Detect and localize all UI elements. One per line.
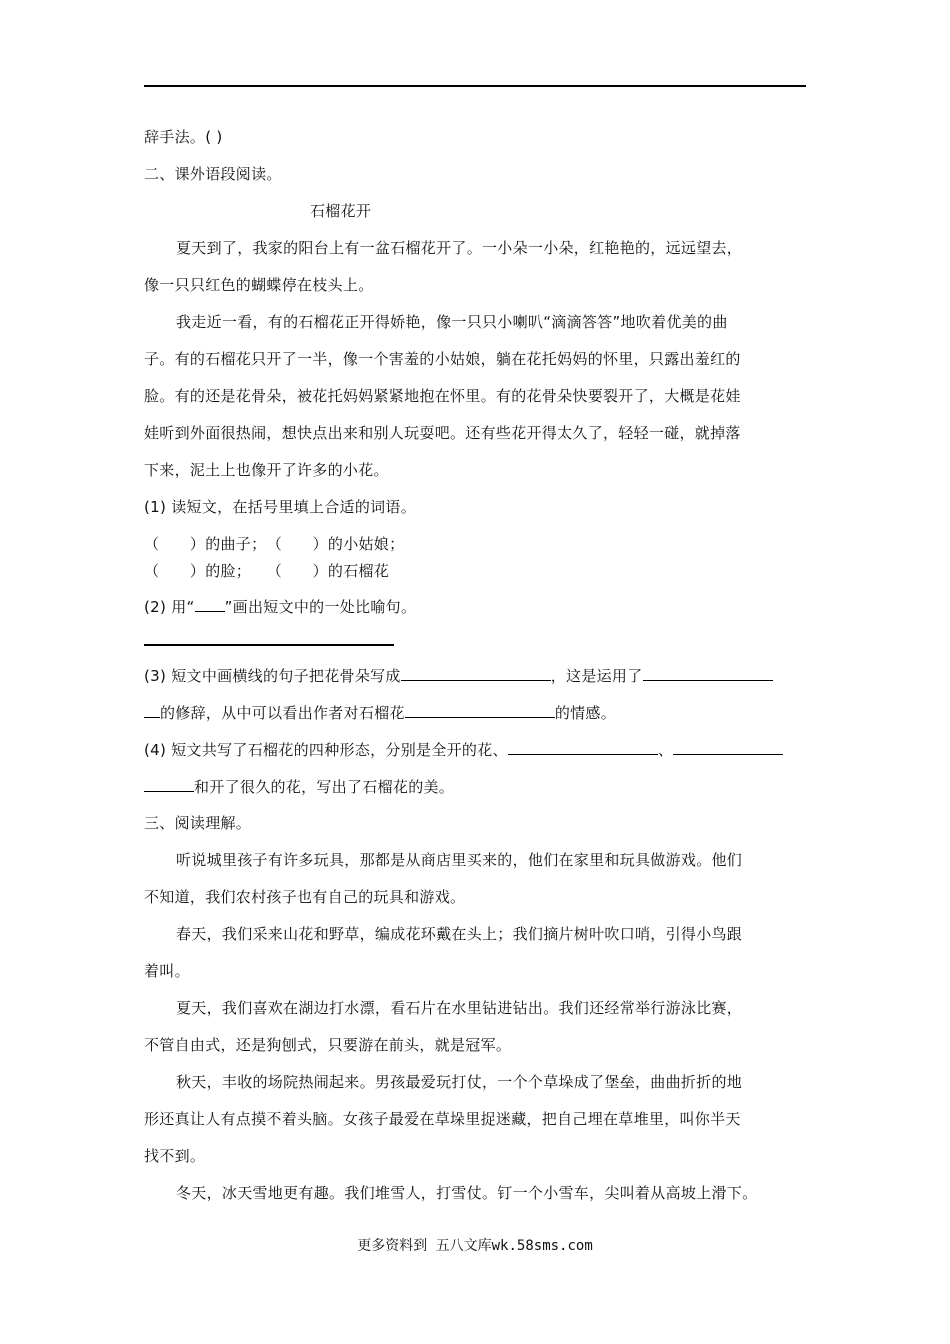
- header-rule: [144, 85, 806, 87]
- question-3-text: 的修辞，从中可以看出作者对石榴花: [160, 704, 405, 722]
- passage-line: 像一只只红色的蝴蝶停在枝头上。: [144, 276, 374, 294]
- section3-heading: 三、阅读理解。: [144, 814, 252, 832]
- question-1: (1) 读短文，在括号里填上合适的词语。: [144, 498, 417, 516]
- question-4-text: 、: [657, 741, 674, 759]
- passage-line: 夏天，我们喜欢在湖边打水漂，看石片在水里钻进钻出。我们还经常举行游泳比赛，: [176, 999, 743, 1017]
- question-3-text: ，这是运用了: [550, 667, 643, 685]
- question-3-text: (3) 短文中画横线的句子把花骨朵写成: [144, 667, 401, 685]
- question-3: [144, 665, 824, 686]
- question-3-cont: [144, 702, 824, 723]
- passage-line: 娃听到外面很热闹，想快点出来和别人玩耍吧。还有些花开得太久了，轻轻一碰，就掉落: [144, 424, 741, 442]
- answer-blank[interactable]: [643, 665, 773, 681]
- question-4: [144, 739, 824, 760]
- passage-line: 着叫。: [144, 962, 190, 980]
- passage-line: 下来，泥土上也像开了许多的小花。: [144, 461, 389, 479]
- question-4-cont: [144, 776, 824, 797]
- passage-line: 春天，我们采来山花和野草，编成花环戴在头上；我们摘片树叶吹口哨，引得小鸟跟: [176, 925, 743, 943]
- passage-line: 脸。有的还是花骨朵，被花托妈妈紧紧地抱在怀里。有的花骨朵快要裂开了，大概是花娃: [144, 387, 741, 405]
- question-1-row: （ ）的脸； （ ）的石榴花: [144, 562, 390, 580]
- question-2-text: (2) 用“: [144, 598, 195, 616]
- answer-blank[interactable]: [401, 665, 551, 681]
- answer-line[interactable]: [144, 644, 394, 646]
- fragment-line: 辞手法。( ): [144, 128, 223, 146]
- passage-title: 石榴花开: [310, 202, 372, 220]
- section2-heading: 二、课外语段阅读。: [144, 165, 282, 183]
- passage-line: 夏天到了，我家的阳台上有一盆石榴花开了。一小朵一小朵，红艳艳的，远远望去，: [176, 239, 743, 257]
- question-4-text: (4) 短文共写了石榴花的四种形态，分别是全开的花、: [144, 741, 508, 759]
- answer-blank[interactable]: [508, 739, 658, 755]
- passage-line: 冬天，冰天雪地更有趣。我们堆雪人，打雪仗。钉一个小雪车，尖叫着从高坡上滑下。: [176, 1184, 758, 1202]
- answer-blank[interactable]: [673, 739, 783, 755]
- answer-blank[interactable]: [195, 596, 225, 612]
- passage-line: 我走近一看，有的石榴花正开得娇艳，像一只只小喇叭“滴滴答答”地吹着优美的曲: [176, 313, 728, 331]
- answer-blank[interactable]: [144, 776, 194, 792]
- question-3-text: 的情感。: [554, 704, 617, 722]
- answer-blank[interactable]: [144, 702, 160, 718]
- question-1-row: （ ）的曲子； （ ）的小姑娘；: [144, 535, 405, 553]
- question-2: [144, 596, 824, 617]
- passage-line: 听说城里孩子有许多玩具，那都是从商店里买来的，他们在家里和玩具做游戏。他们: [176, 851, 743, 869]
- passage-line: 子。有的石榴花只开了一半，像一个害羞的小姑娘，躺在花托妈妈的怀里，只露出羞红的: [144, 350, 741, 368]
- passage-line: 秋天，丰收的场院热闹起来。男孩最爱玩打仗，一个个草垛成了堡垒，曲曲折折的地: [176, 1073, 743, 1091]
- question-4-text: 和开了很久的花，写出了石榴花的美。: [194, 778, 455, 796]
- passage-line: 找不到。: [144, 1147, 206, 1165]
- passage-line: 不知道，我们农村孩子也有自己的玩具和游戏。: [144, 888, 466, 906]
- passage-line: 形还真让人有点摸不着头脑。女孩子最爱在草垛里捉迷藏，把自己埋在草堆里，叫你半天: [144, 1110, 741, 1128]
- answer-blank[interactable]: [405, 702, 555, 718]
- footer-link[interactable]: 更多资料到 五八文库wk.58sms.com: [357, 1238, 593, 1254]
- passage-line: 不管自由式，还是狗刨式，只要游在前头，就是冠军。: [144, 1036, 512, 1054]
- question-2-text: ”画出短文中的一处比喻句。: [224, 598, 417, 616]
